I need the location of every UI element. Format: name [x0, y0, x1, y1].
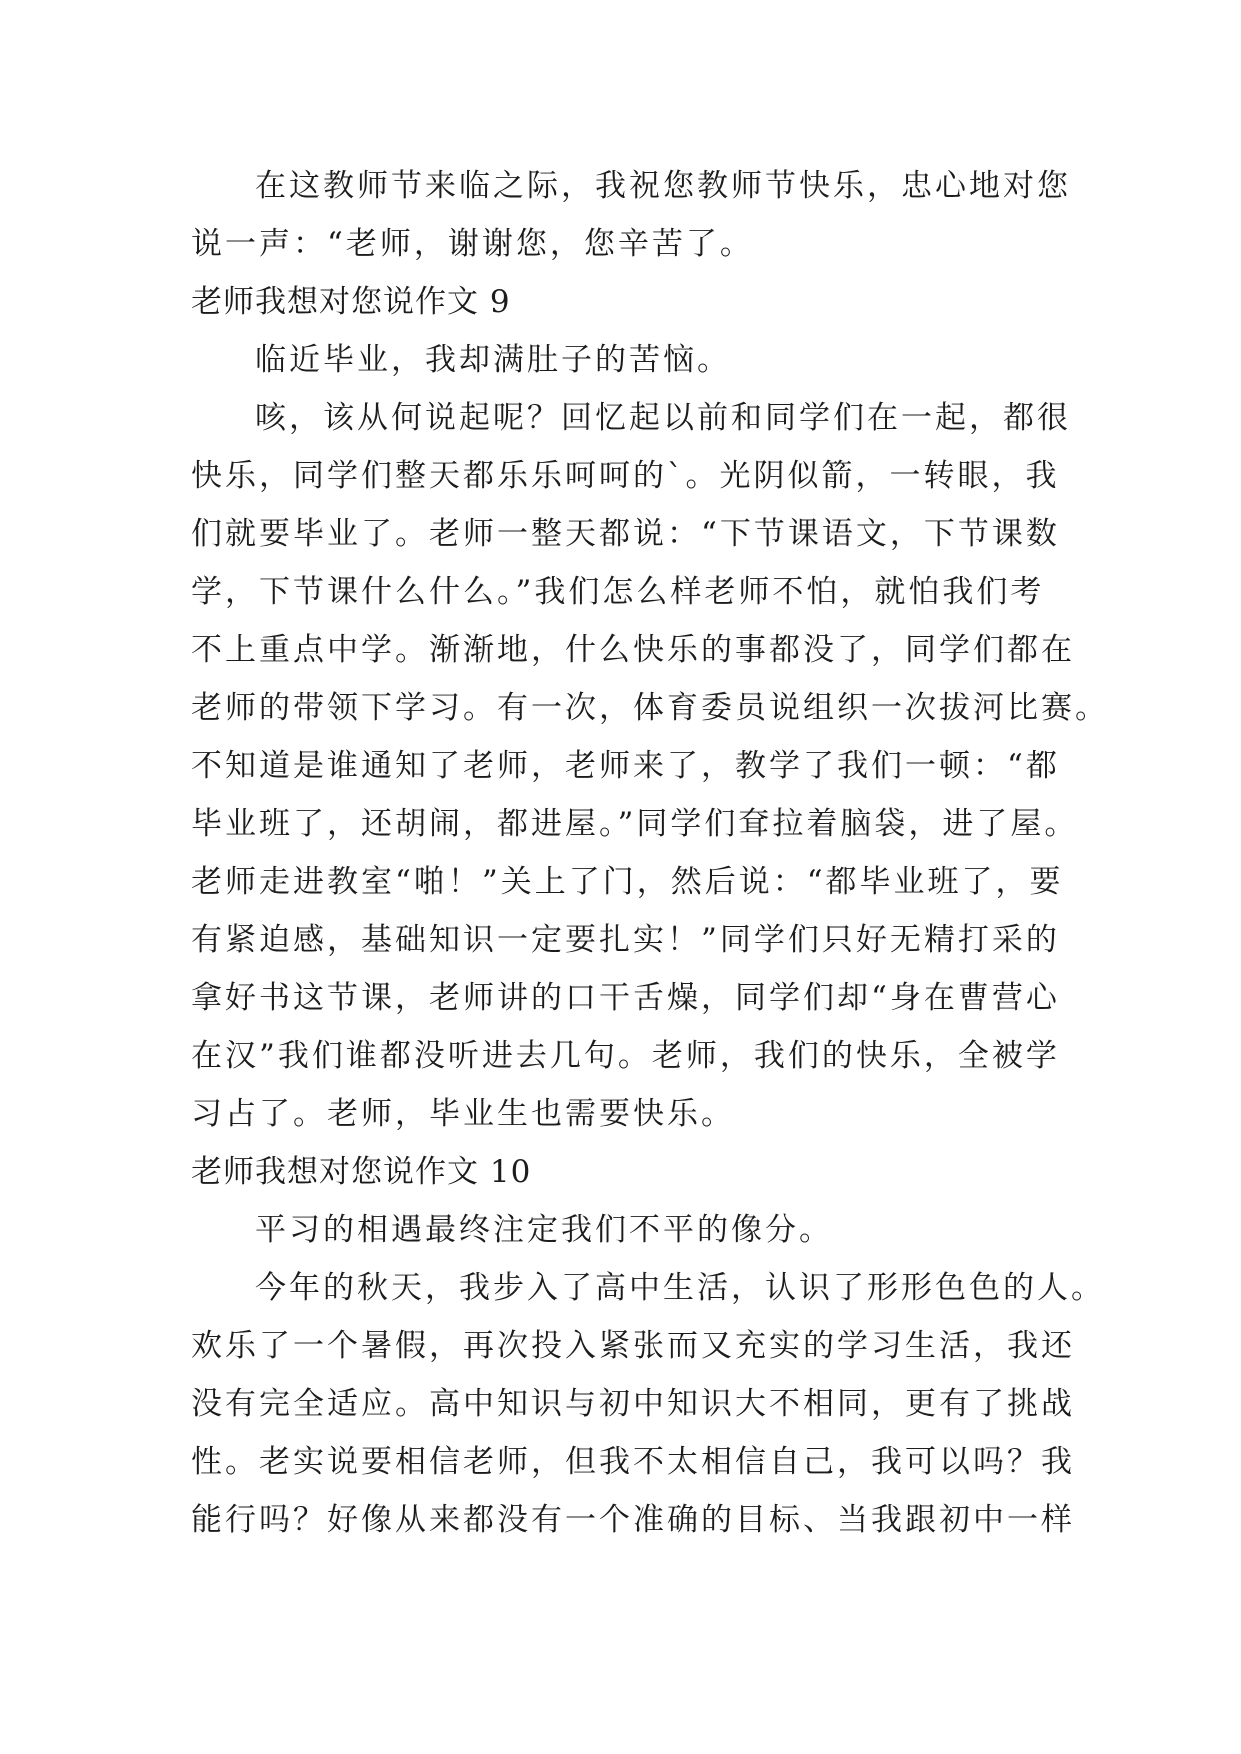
- section-heading-10: 老师我想对您说作文 10: [191, 1154, 532, 1190]
- paragraph-line: 拿好书这节课，老师讲的口干舌燥，同学们却“身在曹营心: [191, 980, 1060, 1016]
- paragraph-line: 有紧迫感，基础知识一定要扎实！”同学们只好无精打采的: [191, 922, 1060, 958]
- paragraph-line: 性。老实说要相信老师，但我不太相信自己，我可以吗？我: [191, 1444, 1075, 1480]
- document-body: [191, 157, 1109, 1549]
- paragraph-line: 学，下节课什么什么。”我们怎么样老师不怕，就怕我们考: [191, 574, 1045, 610]
- paragraph-line: 在这教师节来临之际，我祝您教师节快乐，忠心地对您: [255, 168, 1071, 204]
- paragraph-line: 老师走进教室“啪！”关上了门，然后说：“都毕业班了，要: [191, 864, 1064, 900]
- paragraph-line: 能行吗？好像从来都没有一个准确的目标、当我跟初中一样: [191, 1502, 1075, 1538]
- paragraph-line: 习占了。老师，毕业生也需要快乐。: [191, 1096, 735, 1132]
- paragraph-line: 们就要毕业了。老师一整天都说：“下节课语文，下节课数: [191, 516, 1060, 552]
- paragraph-line: 平习的相遇最终注定我们不平的像分。: [255, 1212, 833, 1248]
- section-heading-9: 老师我想对您说作文 9: [191, 284, 511, 320]
- paragraph-line: 欢乐了一个暑假，再次投入紧张而又充实的学习生活，我还: [191, 1328, 1075, 1364]
- paragraph-line: 毕业班了，还胡闹，都进屋。”同学们耷拉着脑袋，进了屋。: [191, 806, 1079, 842]
- paragraph-line: 不知道是谁通知了老师，老师来了，教学了我们一顿：“都: [191, 748, 1060, 784]
- paragraph-line: 快乐，同学们整天都乐乐呵呵的`。光阴似箭，一转眼，我: [191, 458, 1060, 494]
- paragraph-line: 说一声：“老师，谢谢您，您辛苦了。: [191, 226, 754, 262]
- paragraph-line: 临近毕业，我却满肚子的苦恼。: [255, 342, 731, 378]
- paragraph-line: 没有完全适应。高中知识与初中知识大不相同，更有了挑战: [191, 1386, 1075, 1422]
- paragraph-line: 今年的秋天，我步入了高中生活，认识了形形色色的人。: [255, 1270, 1105, 1306]
- paragraph-line: 在汉”我们谁都没听进去几句。老师，我们的快乐，全被学: [191, 1038, 1060, 1074]
- paragraph-line: 不上重点中学。渐渐地，什么快乐的事都没了，同学们都在: [191, 632, 1075, 668]
- paragraph-line: 老师的带领下学习。有一次，体育委员说组织一次拔河比赛。: [191, 690, 1109, 726]
- paragraph-line: 咳，该从何说起呢？回忆起以前和同学们在一起，都很: [255, 400, 1071, 436]
